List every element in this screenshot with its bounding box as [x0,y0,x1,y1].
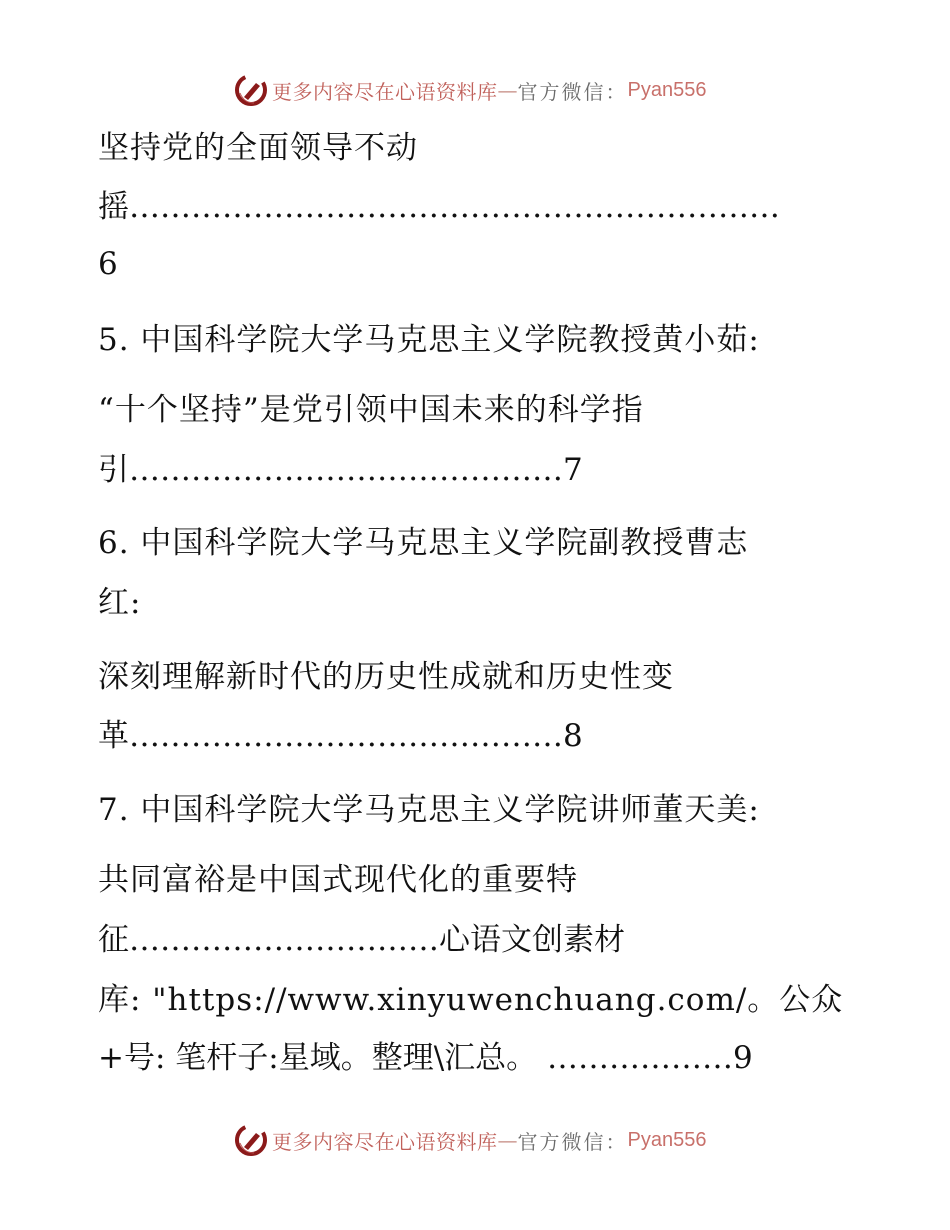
toc-line: 深刻理解新时代的历史性成就和历史性变 [98,659,674,695]
watermark-dash: — [497,78,518,102]
watermark-dash: — [497,1128,518,1152]
watermark-text: 更多内容尽在心语资料库 [272,79,498,104]
watermark-header [234,70,706,110]
toc-line: 征…………………………心语文创素材 [98,922,625,958]
toc-line: +号: 笔杆子:星域。整理\汇总。 ………………9 [98,1040,753,1076]
toc-line: 坚持党的全面领导不动 [98,130,418,166]
toc-line: 引……………………………………7 [98,452,583,488]
toc-line: 革……………………………………8 [98,718,583,754]
watermark-wechat-id: Pyan556 [627,78,707,101]
toc-line: 共同富裕是中国式现代化的重要特 [98,862,578,898]
toc-line: 库: "https://www.xinyuwenchuang.com/。公众 [98,982,844,1018]
toc-line: 摇……………………………………………………… [98,189,780,225]
toc-entry-title: 7. 中国科学院大学马克思主义学院讲师董天美: [98,792,760,828]
watermark-wechat-id: Pyan556 [627,1128,707,1151]
pen-logo-icon [234,1123,268,1157]
watermark-wechat-label: 官方微信： [517,1129,628,1154]
toc-page-number: 6 [98,246,119,282]
watermark-wechat-label: 官方微信： [517,79,628,104]
toc-line: “十个坚持”是党引领中国未来的科学指 [98,392,644,428]
watermark-footer [234,1120,706,1160]
watermark-text: 更多内容尽在心语资料库 [272,1129,498,1154]
toc-line: 红: [98,585,142,621]
toc-entry-title: 5. 中国科学院大学马克思主义学院教授黄小茹: [98,322,760,358]
toc-entry-title: 6. 中国科学院大学马克思主义学院副教授曹志 [98,525,749,561]
pen-logo-icon [234,73,268,107]
